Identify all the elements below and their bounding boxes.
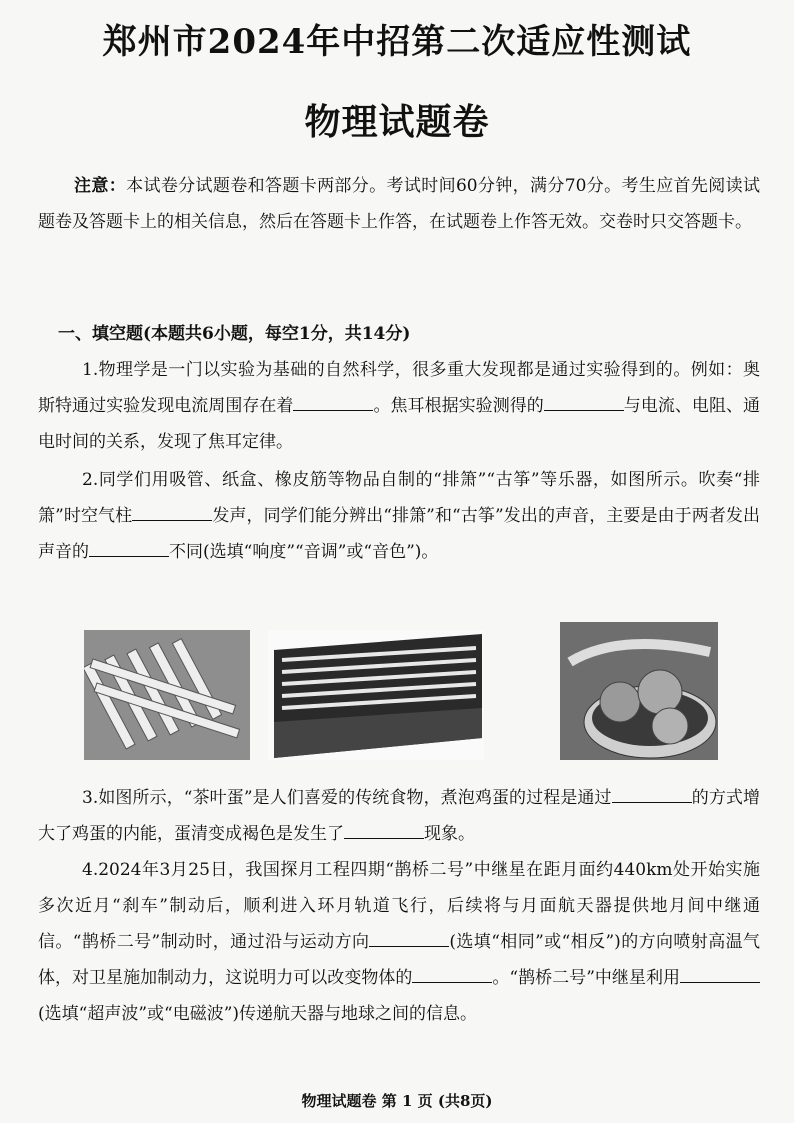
panpipe-photo <box>84 630 250 760</box>
q3-blank-1[interactable] <box>612 784 692 803</box>
q4-text-2: (选填“相同”或“相反”)的方向喷射高温气体，对卫星施加制动力，这说明力可以改变物体的 <box>38 932 760 988</box>
q4-text-3: 。“鹊桥二号”中继星利用 <box>492 968 680 988</box>
question-3 <box>38 780 760 852</box>
page-footer: 物理试题卷 第 1 页 (共8页) <box>301 1092 493 1110</box>
q1-text-1: 1.物理学是一门以实验为基础的自然科学，很多重大发现都是通过实验得到的。例如：奥斯特通过实验发现电流周围存在着 <box>38 360 760 416</box>
tea-eggs-photo <box>560 622 718 760</box>
q3-text-2: 的方式增大了鸡蛋的内能，蛋清变成褐色是发生了 <box>38 788 761 844</box>
notice-label: 注意： <box>74 176 127 196</box>
q1-blank-2[interactable] <box>544 392 624 411</box>
notice-paragraph <box>38 168 760 240</box>
q2-text-3: 不同(选填“响度”“音调”或“音色”)。 <box>169 542 439 562</box>
exam-subtitle: 物理试题卷 <box>304 101 490 143</box>
q4-blank-1[interactable] <box>369 928 449 947</box>
q3-blank-2[interactable] <box>344 820 424 839</box>
notice-text: 本试卷分试题卷和答题卡两部分。考试时间60分钟，满分70分。考生应首先阅读试题卷及答题卡上的相关信息，然后在答题卡上作答，在试题卷上作答无效。交卷时只交答题卡。 <box>38 176 761 232</box>
question-1 <box>38 352 760 460</box>
q1-text-3: 与电流、电阻、通电时间的关系，发现了焦耳定律。 <box>38 396 761 452</box>
exam-title: 郑州市2024年中招第二次适应性测试 <box>102 22 692 62</box>
q4-text-1: 4.2024年3月25日，我国探月工程四期“鹊桥二号”中继星在距月面约440km处开始实施多次近月“刹车”制动后，顺利进入环月轨道飞行，后续将与月面航天器提供地月间中继通信。“鹊桥二号”制动时，通过沿与运动方向 <box>38 860 760 952</box>
q1-blank-1[interactable] <box>293 392 373 411</box>
question-2 <box>38 462 760 570</box>
q2-text-1: 2.同学们用吸管、纸盒、橡皮筋等物品自制的“排箫”“古筝”等乐器，如图所示。吹奏“排箫”时空气柱 <box>38 470 760 526</box>
section-heading: 一、填空题(本题共6小题，每空1分，共14分) <box>58 324 411 344</box>
guzheng-photo <box>268 630 484 760</box>
q2-blank-1[interactable] <box>132 502 212 521</box>
q2-blank-2[interactable] <box>89 538 169 557</box>
q3-text-1: 3.如图所示，“茶叶蛋”是人们喜爱的传统食物，煮泡鸡蛋的过程是通过 <box>82 788 612 808</box>
question-4 <box>38 852 760 1032</box>
q3-text-3: 现象。 <box>424 824 475 844</box>
q4-text-4: (选填“超声波”或“电磁波”)传递航天器与地球之间的信息。 <box>38 1004 478 1024</box>
q4-blank-2[interactable] <box>412 964 492 983</box>
q2-text-2: 发声，同学们能分辨出“排箫”和“古筝”发出的声音，主要是由于两者发出声音的 <box>38 506 760 562</box>
q1-text-2: 。焦耳根据实验测得的 <box>373 396 544 416</box>
q4-blank-3[interactable] <box>680 964 760 983</box>
